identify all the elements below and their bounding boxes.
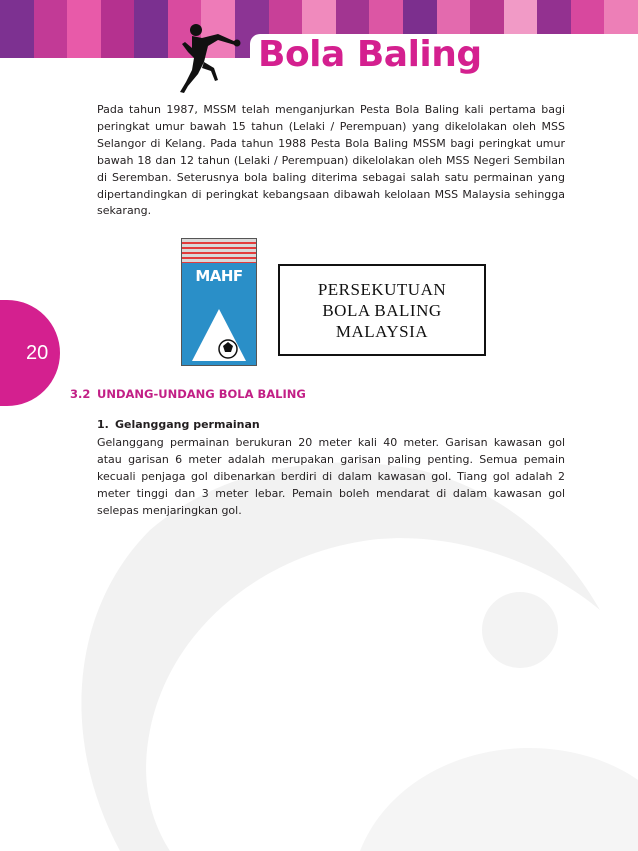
header-stripe	[0, 0, 34, 58]
section-number: 3.2	[70, 387, 91, 401]
header-stripe	[67, 0, 101, 58]
logo-text: MAHF	[195, 267, 243, 285]
mahf-logo-icon	[181, 238, 257, 366]
org-line-1: PERSEKUTUAN	[317, 279, 447, 299]
organisation-name-box	[278, 264, 486, 356]
section-heading	[70, 387, 306, 401]
handball-player-icon	[178, 22, 242, 96]
header-stripe	[101, 0, 135, 58]
org-line-2: BOLA BALING	[322, 300, 442, 320]
page-title: Bola Baling	[258, 34, 482, 75]
subsection-body: Gelanggang permainan berukuran 20 meter kali 40 meter. Garisan kawasan gol atau garisan 6 meter adalah merupakan garisan paling penting. Semua pemain kecuali penjaga gol dibenarkan berdiri di dalam kawasan gol. Tiang gol adalah 2 meter tinggi dan 3 meter lebar. Pemain boleh mendarat di dalam kawasan gol selepas menjaringkan gol.	[97, 436, 565, 517]
intro-paragraph: Pada tahun 1987, MSSM telah menganjurkan Pesta Bola Baling kali pertama bagi peringkat umur bawah 15 tahun (Lelaki / Perempuan) yang dikelolakan oleh MSS Selangor di Kelang. Pada tahun 1988 Pesta Bola Baling MSSM bagi peringkat umur bawah 18 dan 12 tahun (Lelaki / Perempuan) dikelolakan oleh MSS Negeri Sembilan di Seremban. Seterusnya bola baling diterima sebagai salah satu permainan yang dipertandingkan di peringkat kebangsaan dibawah kelolaan MSS Malaysia sehingga sekarang.	[97, 103, 565, 218]
header-stripe	[134, 0, 168, 58]
org-line-3: MALAYSIA	[335, 321, 429, 341]
header-stripe	[34, 0, 68, 58]
section-title: UNDANG-UNDANG BOLA BALING	[97, 387, 306, 401]
subsection-number: 1.	[97, 418, 109, 431]
logo-triangle-ball-icon	[192, 309, 246, 361]
page-number: 20	[26, 342, 49, 364]
logo-stripes	[182, 239, 256, 263]
subsection-title: Gelanggang permainan	[115, 418, 260, 431]
subsection-heading	[97, 418, 260, 431]
